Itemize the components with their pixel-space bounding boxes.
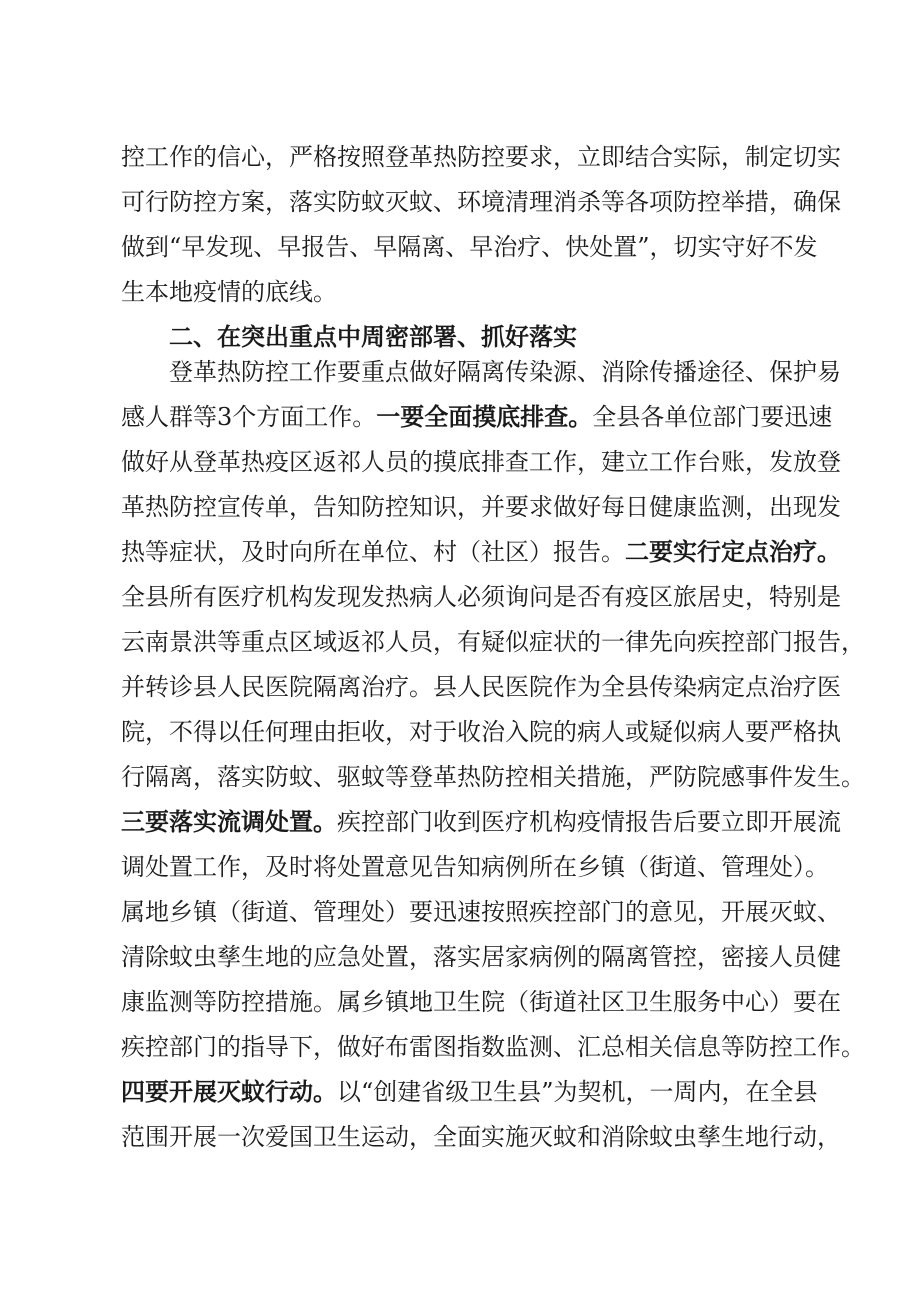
text-segment: 控工作的信心，严格按照登革热防控要求，立即结合实际，制定切实 (121, 143, 841, 171)
text-segment: 热等症状，及时向所在单位、村（社区）报告。 (121, 538, 625, 566)
text-line (121, 987, 841, 1017)
text-line (121, 492, 841, 522)
text-segment: 以“创建省级卫生县”为契机，一周内，在全县 (337, 1078, 818, 1106)
bold-text-segment: 一要全面摸底排查。 (376, 402, 593, 431)
text-line (121, 187, 841, 217)
bold-text-segment: 二、在突出重点中周密部署、抓好落实 (169, 322, 577, 351)
text-line (121, 447, 841, 477)
text-line (121, 627, 865, 657)
text-line (121, 897, 841, 927)
text-segment: 清除蚊虫孳生地的应急处置，落实居家病例的隔离管控，密接人员健 (121, 943, 841, 971)
text-line (169, 357, 841, 387)
text-line (121, 232, 818, 262)
text-segment: 疾控部门的指导下，做好布雷图指数监测、汇总相关信息等防控工作。 (121, 1033, 865, 1061)
bold-text-segment: 三要落实流调处置。 (121, 807, 337, 836)
text-segment: 可行防控方案，落实防蚊灭蚊、环境清理消杀等各项防控举措，确保 (121, 188, 841, 216)
text-segment: 全县所有医疗机构发现发热病人必须询问是否有疫区旅居史，特别是 (121, 583, 841, 611)
bold-text-segment: 四要开展灭蚊行动。 (121, 1077, 337, 1106)
text-segment: 行隔离，落实防蚊、驱蚊等登革热防控相关措施，严防院感事件发生。 (121, 763, 865, 791)
text-line (121, 582, 841, 612)
text-segment: 云南景洪等重点区域返祁人员，有疑似症状的一律先向疾控部门报告， (121, 628, 865, 656)
text-line (121, 807, 841, 837)
text-line (121, 672, 841, 702)
text-line (121, 142, 841, 172)
text-line (121, 277, 815, 307)
text-segment: 革热防控宣传单，告知防控知识，并要求做好每日健康监测，出现发 (121, 493, 841, 521)
text-segment: 院，不得以任何理由拒收，对于收治入院的病人或疑似病人要严格执 (121, 718, 841, 746)
text-line (121, 1077, 818, 1107)
text-line (121, 1122, 841, 1152)
text-segment: 做好从登革热疫区返祁人员的摸底排查工作，建立工作台账，发放登 (121, 448, 841, 476)
text-segment: 全县各单位部门要迅速 (592, 403, 833, 431)
text-line (121, 1032, 865, 1062)
text-segment: 康监测等防控措施。属乡镇地卫生院（街道社区卫生服务中心）要在 (121, 988, 841, 1016)
text-segment: 做到“早发现、早报告、早隔离、早治疗、快处置”，切实守好不发 (121, 233, 818, 261)
text-segment: 范围开展一次爱国卫生运动，全面实施灭蚊和消除蚊虫孳生地行动， (121, 1123, 841, 1151)
section-heading (169, 322, 609, 352)
text-segment: 属地乡镇（街道、管理处）要迅速按照疾控部门的意见，开展灭蚊、 (121, 898, 841, 926)
text-line (121, 852, 829, 882)
text-line (121, 537, 841, 567)
text-line (121, 762, 865, 792)
text-segment: 并转诊县人民医院隔离治疗。县人民医院作为全县传染病定点治疗医 (121, 673, 841, 701)
text-segment: 感人群等3个方面工作。 (121, 403, 377, 431)
text-line (121, 402, 833, 432)
text-line (121, 942, 841, 972)
text-segment: 生本地疫情的底线。 (121, 278, 337, 306)
text-segment: 调处置工作，及时将处置意见告知病例所在乡镇（街道、管理处）。 (121, 853, 829, 881)
text-segment: 疾控部门收到医疗机构疫情报告后要立即开展流 (337, 808, 841, 836)
text-line (121, 717, 841, 747)
bold-text-segment: 二要实行定点治疗。 (625, 537, 841, 566)
text-segment: 登革热防控工作要重点做好隔离传染源、消除传播途径、保护易 (169, 358, 841, 386)
